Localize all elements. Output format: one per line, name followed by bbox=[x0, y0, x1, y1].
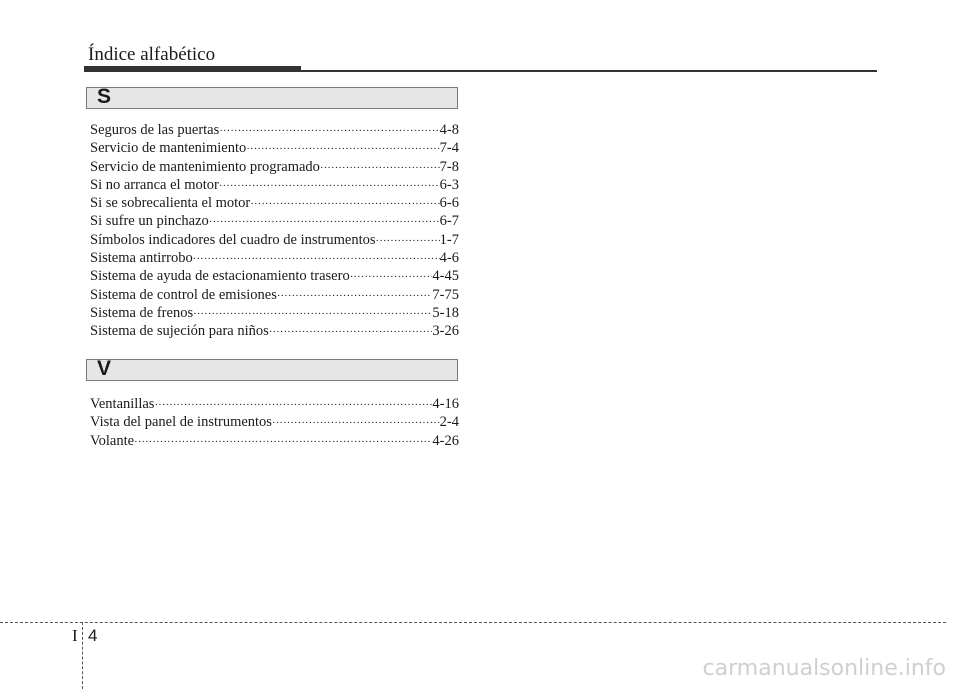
section-letter: S bbox=[97, 85, 112, 108]
entry-title: Servicio de mantenimiento bbox=[90, 140, 247, 157]
index-entry bbox=[90, 194, 459, 212]
entry-page: 4-8 bbox=[439, 122, 459, 138]
entry-title: Servicio de mantenimiento programado bbox=[90, 158, 320, 175]
entry-page: 4-26 bbox=[432, 432, 459, 449]
dot-leader bbox=[154, 396, 432, 414]
index-entry bbox=[90, 176, 459, 194]
section-header-v bbox=[86, 359, 458, 381]
entry-page: 4-45 bbox=[432, 268, 459, 285]
header-rule-thick bbox=[84, 66, 301, 72]
footer-dashed-rule bbox=[0, 622, 946, 623]
index-list-v bbox=[90, 395, 459, 450]
entry-title: Sistema antirrobo bbox=[90, 250, 193, 267]
dot-leader bbox=[320, 159, 440, 177]
entry-title: Volante bbox=[90, 432, 135, 449]
entry-title: Sistema de sujeción para niños bbox=[90, 323, 269, 340]
entry-title: Símbolos indicadores del cuadro de instrumentos bbox=[90, 231, 376, 248]
entry-page: 3-26 bbox=[432, 323, 459, 340]
entry-title: Sistema de ayuda de estacionamiento trasero bbox=[90, 268, 350, 285]
index-entry bbox=[90, 212, 459, 230]
dot-leader bbox=[134, 433, 432, 451]
index-list-s bbox=[90, 121, 459, 341]
index-entry bbox=[90, 322, 459, 340]
entry-title: Si no arranca el motor bbox=[90, 176, 219, 193]
entry-page: 7-75 bbox=[432, 286, 459, 303]
entry-page: 5-18 bbox=[432, 304, 459, 321]
dot-leader bbox=[272, 414, 440, 432]
section-letter: V bbox=[97, 357, 112, 380]
dot-leader bbox=[193, 305, 432, 323]
dot-leader bbox=[269, 323, 433, 341]
dot-leader bbox=[246, 140, 439, 158]
entry-title: Sistema de control de emisiones bbox=[90, 286, 277, 303]
index-entry bbox=[90, 158, 459, 176]
header-rule-thin bbox=[301, 70, 877, 72]
entry-page: 6-3 bbox=[439, 176, 459, 193]
entry-title: Si se sobrecalienta el motor bbox=[90, 195, 251, 212]
page-title: Índice alfabético bbox=[88, 44, 216, 65]
entry-page: 1-7 bbox=[439, 231, 459, 248]
entry-page: 4-6 bbox=[439, 250, 459, 267]
footer-section-label: I bbox=[72, 626, 78, 645]
entry-page: 6-7 bbox=[439, 213, 459, 230]
entry-page: 2-4 bbox=[439, 414, 459, 431]
index-entry bbox=[90, 139, 459, 157]
dot-leader bbox=[376, 232, 440, 250]
dot-leader bbox=[193, 250, 440, 268]
entry-page: 7-4 bbox=[439, 140, 459, 157]
index-entry bbox=[90, 231, 459, 249]
dot-leader bbox=[209, 213, 440, 231]
watermark: carmanualsonline.info bbox=[702, 656, 946, 681]
entry-title: Vista del panel de instrumentos bbox=[90, 414, 272, 431]
index-entry bbox=[90, 432, 459, 450]
dot-leader bbox=[350, 268, 433, 286]
index-entry bbox=[90, 304, 459, 322]
index-entry bbox=[90, 286, 459, 304]
page-number: 4 bbox=[88, 626, 98, 645]
index-entry bbox=[90, 395, 459, 413]
entry-title: Si sufre un pinchazo bbox=[90, 213, 209, 230]
entry-page: 6-6 bbox=[439, 195, 459, 212]
entry-title: Sistema de frenos bbox=[90, 304, 194, 321]
entry-page: 4-16 bbox=[432, 396, 459, 412]
entry-title: Ventanillas bbox=[90, 396, 155, 412]
entry-page: 7-8 bbox=[439, 158, 459, 175]
dot-leader bbox=[219, 122, 439, 140]
dot-leader bbox=[219, 177, 440, 195]
index-entry bbox=[90, 121, 459, 139]
dot-leader bbox=[250, 195, 439, 213]
dot-leader bbox=[277, 287, 433, 305]
section-header-s bbox=[86, 87, 458, 109]
index-entry bbox=[90, 249, 459, 267]
index-entry bbox=[90, 267, 459, 285]
index-entry bbox=[90, 413, 459, 431]
footer-dashed-divider bbox=[82, 622, 83, 689]
entry-title: Seguros de las puertas bbox=[90, 122, 220, 138]
